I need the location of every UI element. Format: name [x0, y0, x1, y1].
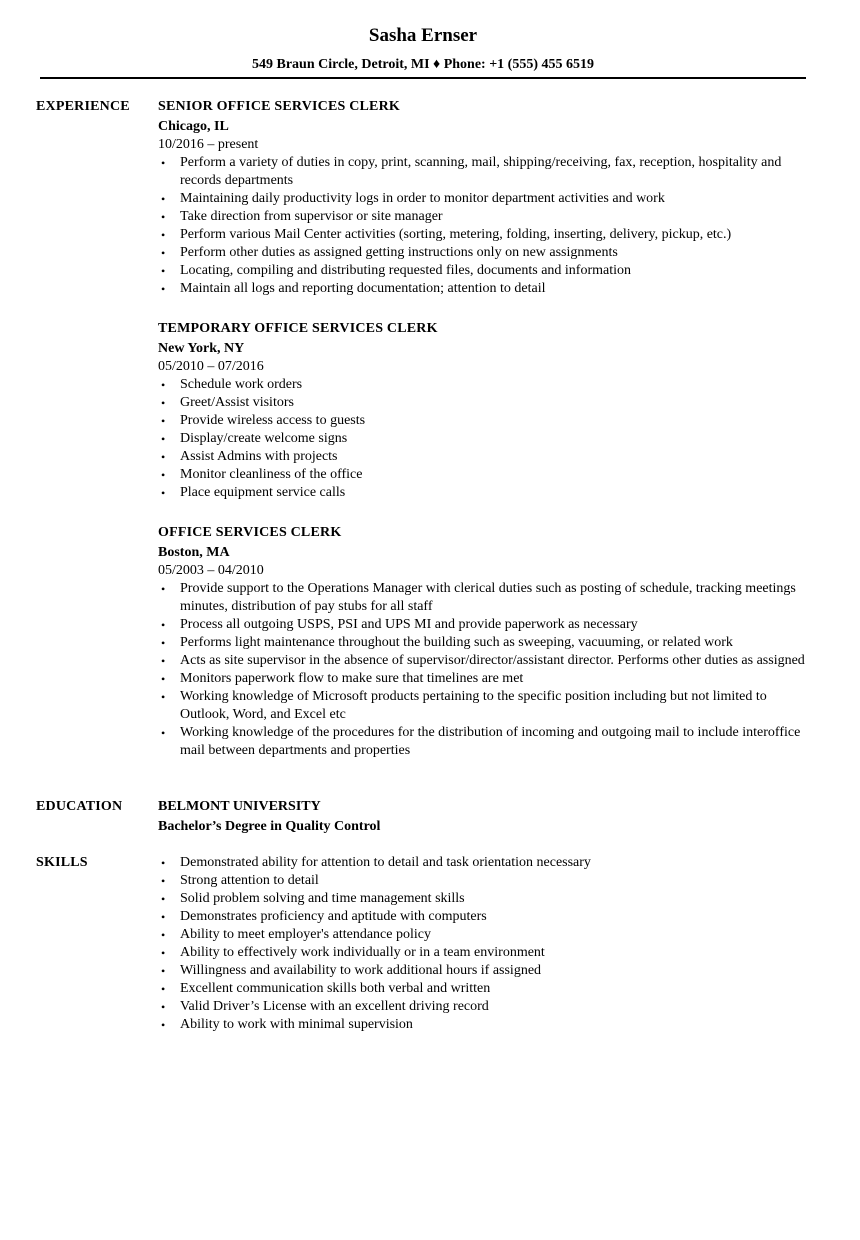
duty-item: • Maintain all logs and reporting documentation; attention to detail — [158, 280, 818, 298]
skill-item: • Demonstrates proficiency and aptitude with computers — [158, 908, 818, 926]
skill-item: • Valid Driver’s License with an excellent driving record — [158, 998, 818, 1016]
duty-item: • Provide wireless access to guests — [158, 412, 818, 430]
job-title: TEMPORARY OFFICE SERVICES CLERK — [158, 321, 438, 336]
duty-item: • Schedule work orders — [158, 376, 818, 394]
job-entry — [158, 524, 818, 760]
experience-list — [158, 98, 818, 782]
skill-item: • Demonstrated ability for attention to detail and task orientation necessary — [158, 854, 818, 872]
duty-item: • Maintaining daily productivity logs in order to monitor department activities and work — [158, 190, 818, 208]
job-dates: 05/2003 – 04/2010 — [158, 563, 264, 578]
duty-item: • Perform a variety of duties in copy, print, scanning, mail, shipping/receiving, fax, reception, hospitality and records departments — [158, 154, 818, 190]
skills-list-container — [158, 854, 818, 1034]
header-divider — [40, 77, 806, 79]
job-entry — [158, 320, 818, 502]
job-location: Boston, MA — [158, 545, 230, 560]
duty-item: • Performs light maintenance throughout the building such as sweeping, vacuuming, or related work — [158, 634, 818, 652]
duty-item: • Working knowledge of the procedures for the distribution of incoming and outgoing mail to include interoffice mail between departments and properties — [158, 724, 818, 760]
job-duties — [158, 154, 818, 298]
candidate-name: Sasha Ernser — [368, 25, 478, 46]
skill-item: • Willingness and availability to work additional hours if assigned — [158, 962, 818, 980]
duty-item: • Working knowledge of Microsoft products pertaining to the specific position including but not limited to Outlook, Word, and Excel etc — [158, 688, 818, 724]
duty-item: • Take direction from supervisor or site manager — [158, 208, 818, 226]
skill-item: • Ability to effectively work individually or in a team environment — [158, 944, 818, 962]
duty-item: • Acts as site supervisor in the absence of supervisor/director/assistant director. Performs other duties as assigned — [158, 652, 818, 670]
school-name: BELMONT UNIVERSITY — [158, 799, 321, 814]
education-heading: EDUCATION — [36, 799, 123, 814]
duty-item: • Assist Admins with projects — [158, 448, 818, 466]
duty-item: • Monitor cleanliness of the office — [158, 466, 818, 484]
contact-line: 549 Braun Circle, Detroit, MI ♦ Phone: +1 (555) 455 6519 — [251, 57, 594, 72]
job-location: Chicago, IL — [158, 119, 229, 134]
duty-item: • Perform other duties as assigned getting instructions only on new assignments — [158, 244, 818, 262]
education-entry — [158, 798, 818, 836]
duty-item: • Place equipment service calls — [158, 484, 818, 502]
job-entry — [158, 98, 818, 298]
duty-item: • Locating, compiling and distributing requested files, documents and information — [158, 262, 818, 280]
duty-item: • Process all outgoing USPS, PSI and UPS MI and provide paperwork as necessary — [158, 616, 818, 634]
skill-item: • Ability to meet employer's attendance policy — [158, 926, 818, 944]
experience-heading: EXPERIENCE — [36, 99, 130, 114]
skill-item: • Excellent communication skills both verbal and written — [158, 980, 818, 998]
duty-item: • Greet/Assist visitors — [158, 394, 818, 412]
duty-item: • Display/create welcome signs — [158, 430, 818, 448]
job-duties — [158, 580, 818, 760]
skills-heading: SKILLS — [36, 855, 88, 870]
skill-item: • Strong attention to detail — [158, 872, 818, 890]
skill-item: • Solid problem solving and time management skills — [158, 890, 818, 908]
skills-list — [158, 854, 818, 1034]
skill-item: • Ability to work with minimal supervision — [158, 1016, 818, 1034]
job-title: OFFICE SERVICES CLERK — [158, 525, 342, 540]
degree-name: Bachelor’s Degree in Quality Control — [158, 819, 381, 834]
duty-item: • Provide support to the Operations Manager with clerical duties such as posting of schedule, tracking meetings minutes, distribution of pay stubs for all staff — [158, 580, 818, 616]
resume-header — [40, 24, 806, 74]
job-location: New York, NY — [158, 341, 245, 356]
duty-item: • Perform various Mail Center activities (sorting, metering, folding, inserting, delivery, pickup, etc.) — [158, 226, 818, 244]
job-duties — [158, 376, 818, 502]
duty-item: • Monitors paperwork flow to make sure that timelines are met — [158, 670, 818, 688]
job-title: SENIOR OFFICE SERVICES CLERK — [158, 99, 400, 114]
job-dates: 10/2016 – present — [158, 137, 259, 152]
job-dates: 05/2010 – 07/2016 — [158, 359, 264, 374]
